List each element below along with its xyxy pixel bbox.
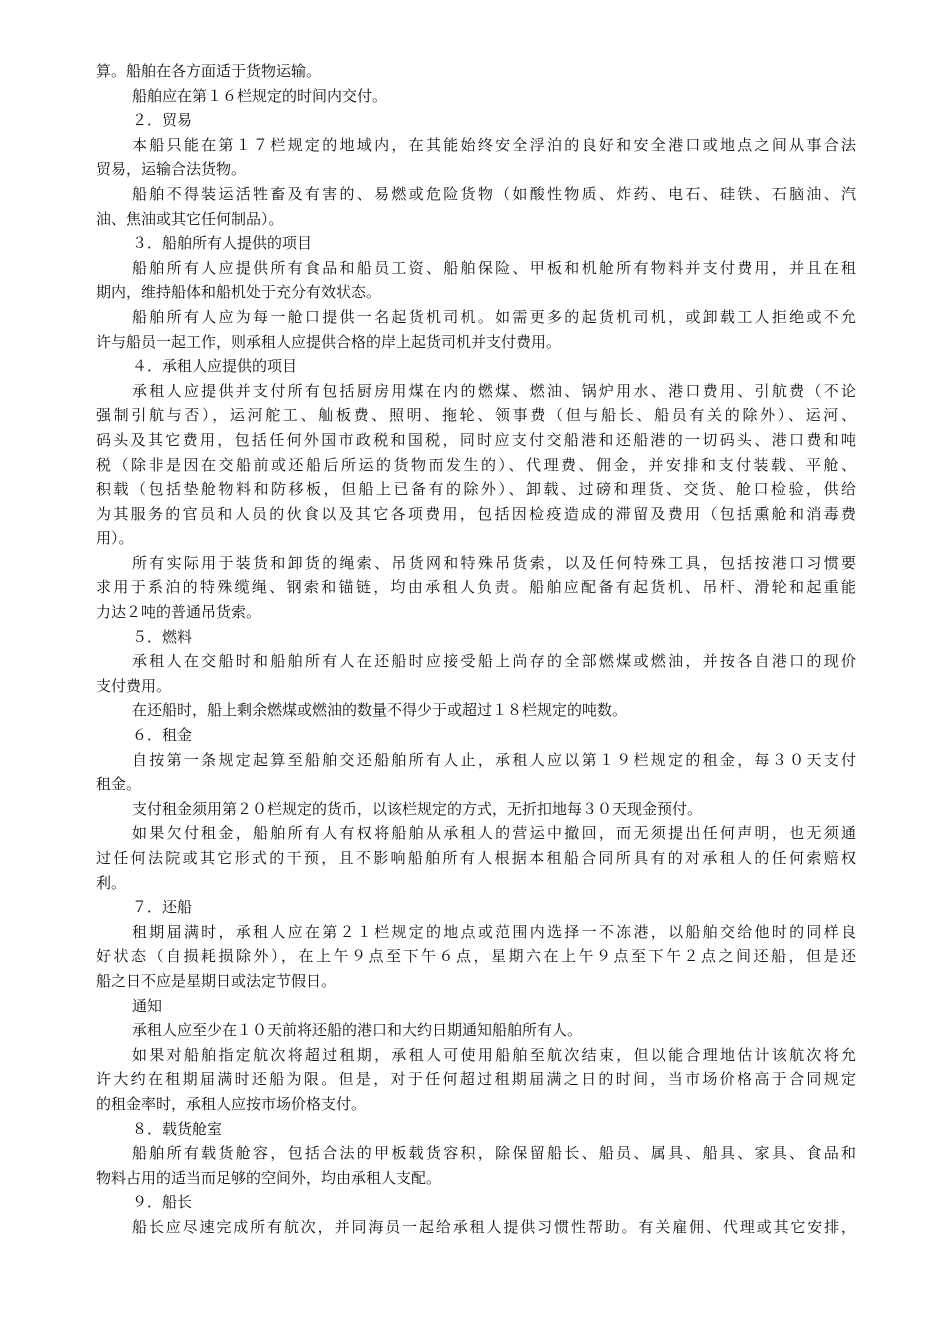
text-line: 所有实际用于装货和卸货的绳索、吊货网和特殊吊货索，以及任何特殊工具，包括按港口习惯要 — [132, 553, 856, 572]
text-line: 的租金率时，承租人应按市场价格支付。 — [96, 1094, 367, 1113]
text-line: 如果对船舶指定航次将超过租期，承租人可使用船舶至航次结束，但以能合理地估计该航次将允 — [132, 1045, 856, 1064]
text-line: 在还船时，船上剩余燃煤或燃油的数量不得少于或超过１８栏规定的吨数。 — [132, 701, 628, 720]
text-line: 油、焦油或其它任何制品）。 — [96, 209, 284, 228]
section-heading: ８．载货舱室 — [132, 1119, 223, 1138]
text-line: 用）。 — [96, 529, 134, 548]
text-line: 强制引航与否），运河舵工、舢板费、照明、拖轮、领事费（但与船长、船员有关的除外）、运河、 — [96, 406, 856, 425]
text-line: 承租人应提供并支付所有包括厨房用煤在内的燃煤、燃油、锅炉用水、港口费用、引航费（不论 — [132, 381, 856, 400]
text-line: 贸易，运输合法货物。 — [96, 160, 247, 179]
text-line: 码头及其它费用，包括任何外国市政税和国税，同时应支付交船港和还船港的一切码头、港口费和吨 — [96, 430, 856, 449]
text-line: 好状态（自损耗损除外），在上午９点至下午６点，星期六在上午９点至下午２点之间还船，但是还 — [96, 947, 856, 966]
text-line: 积载（包括垫舱物料和防移板，但船上已备有的除外）、卸载、过磅和理货、交货、舱口检验，供给 — [96, 480, 856, 499]
section-heading: ５．燃料 — [132, 627, 193, 646]
section-heading: ３．船舶所有人提供的项目 — [132, 234, 313, 253]
text-line: 力达２吨的普通吊货索。 — [96, 603, 262, 622]
section-heading: ９．船长 — [132, 1193, 193, 1212]
text-line: 承租人应至少在１０天前将还船的港口和大约日期通知船舶所有人。 — [132, 1021, 583, 1040]
text-line: 为其服务的官员和人员的伙食以及其它各项费用，包括因检疫造成的滞留及费用（包括熏舱和消毒费 — [96, 504, 856, 523]
text-line: 船之日不应是星期日或法定节假日。 — [96, 971, 337, 990]
text-line: 承租人在交船时和船舶所有人在还船时应接受船上尚存的全部燃煤或燃油，并按各自港口的现价 — [132, 652, 856, 671]
text-line: 许与船员一起工作，则承租人应提供合格的岸上起货司机并支付费用。 — [96, 332, 562, 351]
text-line: 船舶所有人应为每一舱口提供一名起货机司机。如需更多的起货机司机，或卸载工人拒绝或不允 — [132, 307, 856, 326]
text-line: 船舶所有人应提供所有食品和船员工资、船舶保险、甲板和机舱所有物料并支付费用，并且在租 — [132, 258, 856, 277]
text-line: 船长应尽速完成所有航次，并同海员一起给承租人提供习惯性帮助。有关雇佣、代理或其它安排， — [132, 1217, 856, 1236]
text-line: 许大约在租期届满时还船为限。但是，对于任何超过租期届满之日的时间，当市场价格高于合同规定 — [96, 1070, 856, 1089]
text-line: 求用于系泊的特殊缆绳、钢索和锚链，均由承租人负责。船舶应配备有起货机、吊杆、滑轮和起重能 — [96, 578, 856, 597]
text-line: 船舶不得装运活牲畜及有害的、易燃或危险货物（如酸性物质、炸药、电石、硅铁、石脑油、汽 — [132, 184, 856, 203]
section-heading: ７．还船 — [132, 898, 193, 917]
text-line: 税（除非是因在交船前或还船后所运的货物而发生的）、代理费、佣金，并安排和支付装载、平舱、 — [96, 455, 856, 474]
section-heading: ２．贸易 — [132, 111, 193, 130]
text-line: 期内，维持船体和船机处于充分有效状态。 — [96, 283, 382, 302]
text-line: 船舶所有载货舱容，包括合法的甲板载货容积，除保留船长、船员、属具、船具、家具、食品和 — [132, 1144, 856, 1163]
text-line: 自按第一条规定起算至船舶交还船舶所有人止，承租人应以第１９栏规定的租金，每３０天支付 — [132, 750, 856, 769]
section-heading: ６．租金 — [132, 726, 193, 745]
section-heading: ４．承租人应提供的项目 — [132, 357, 298, 376]
text-line: 如果欠付租金，船舶所有人有权将船舶从承租人的营运中撤回，而无须提出任何声明，也无须通 — [132, 824, 856, 843]
text-line: 算。船舶在各方面适于货物运输。 — [96, 62, 322, 80]
text-line: 船舶应在第１６栏规定的时间内交付。 — [132, 86, 388, 105]
text-line: 通知 — [132, 996, 163, 1015]
text-line: 租期届满时，承租人应在第２１栏规定的地点或范围内选择一不冻港，以船舶交给他时的同样良 — [132, 922, 856, 941]
text-line: 利。 — [96, 873, 127, 892]
text-line: 租金。 — [96, 775, 142, 794]
document-body — [96, 59, 856, 1240]
text-line: 本船只能在第１７栏规定的地域内，在其能始终安全浮泊的良好和安全港口或地点之间从事合法 — [132, 135, 856, 154]
text-line: 物料占用的适当而足够的空间外，均由承租人支配。 — [96, 1168, 442, 1187]
text-line: 支付租金须用第２０栏规定的货币，以该栏规定的方式，无折扣地每３０天现金预付。 — [132, 799, 703, 818]
text-line: 支付费用。 — [96, 676, 172, 695]
text-line: 过任何法院或其它形式的干预，且不影响船舶所有人根据本租船合同所具有的对承租人的任何索赔权 — [96, 849, 856, 867]
